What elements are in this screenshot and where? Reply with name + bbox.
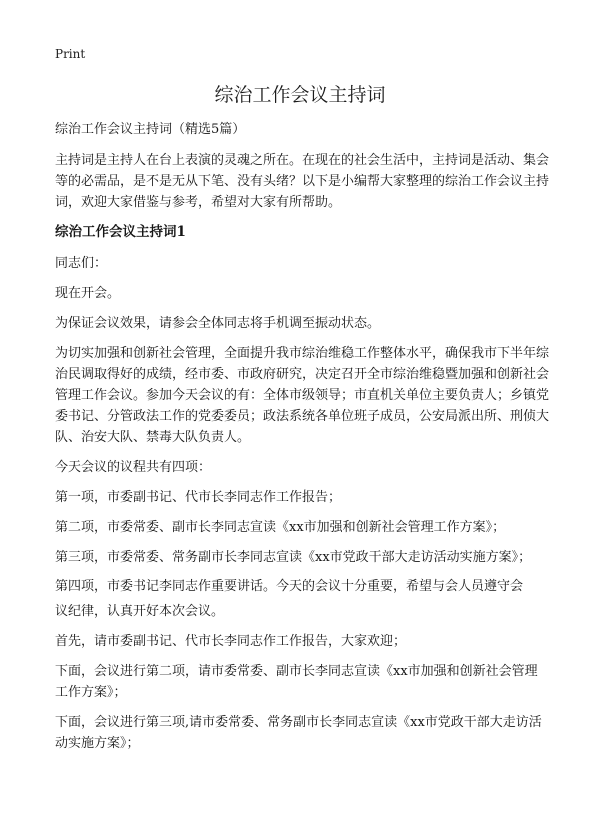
- body-paragraph: 首先，请市委副书记、代市长李同志作工作报告，大家欢迎；: [55, 634, 407, 649]
- body-paragraph: 下面，会议进行第三项,请市委常委、常务副市长李同志宣读《xx市党政干部大走访活动实施方案》；: [55, 715, 542, 751]
- body-paragraph: 现在开会。: [55, 286, 121, 301]
- document-body: [55, 119, 549, 763]
- body-paragraph: 第一项，市委副书记、代市长李同志作工作报告；: [55, 490, 342, 505]
- body-paragraph: 第三项，市委常委、常务副市长李同志宣读《xx市党政干部大走访活动实施方案》；: [55, 550, 532, 565]
- document-title: 综治工作会议主持词: [214, 84, 386, 106]
- print-link[interactable]: Print: [55, 47, 86, 61]
- intro-paragraph: 主持词是主持人在台上表演的灵魂之所在。在现在的社会生活中，主持词是活动、集会等的必需品，是不是无从下笔、没有头绪？以下是小编帮大家整理的综治工作会议主持词，欢迎大家借鉴与参考，希望对大家有所帮助。: [55, 153, 550, 210]
- body-paragraph: 议纪律，认真开好本次会议。: [55, 604, 225, 619]
- body-paragraph: 同志们：: [55, 256, 108, 271]
- body-paragraph: 下面，会议进行第二项，请市委常委、副市长李同志宣读《xx市加强和创新社会管理工作方案》；: [55, 664, 538, 700]
- body-paragraph: 第二项，市委常委、副市长李同志宣读《xx市加强和创新社会管理工作方案》；: [55, 520, 506, 535]
- body-paragraph: 今天会议的议程共有四项：: [55, 460, 212, 475]
- body-paragraph: 为切实加强和创新社会管理，全面提升我市综治维稳工作整体水平，确保我市下半年综治民调取得好的成绩，经市委、市政府研究，决定召开全市综治维稳暨加强和创新社会管理工作会议。参加今天会议的有：全体市级领导；市直机关单位主要负责人；乡镇党委书记、分管政法工作的党委委员；政法系统各单位班子成员，公安局派出所、刑侦大队、治安大队、禁毒大队负责人。: [55, 346, 550, 445]
- document-subtitle: 综治工作会议主持词（精选5篇）: [55, 122, 246, 137]
- body-paragraph: 第四项，市委书记李同志作重要讲话。今天的会议十分重要，希望与会人员遵守会: [55, 579, 524, 594]
- body-paragraph: 为保证会议效果，请参会全体同志将手机调至振动状态。: [55, 316, 381, 331]
- section-heading: 综治工作会议主持词1: [55, 224, 186, 240]
